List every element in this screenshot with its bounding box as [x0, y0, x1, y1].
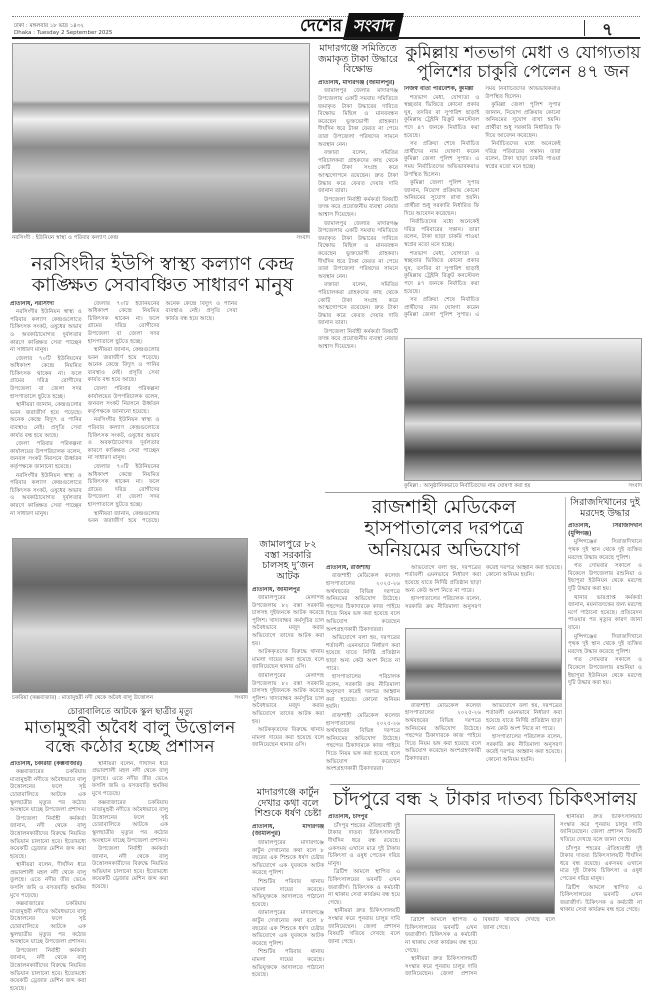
chakaria-kicker: চোরাবালিতে আটকে স্কুল ছাত্রীর মৃত্যু — [67, 707, 193, 717]
sirajdikhan-article — [568, 498, 642, 763]
chakaria-photo-block — [12, 538, 248, 706]
rajshahi-tender-article — [326, 497, 562, 779]
paragraph: শিশুটির পরিবার থানায় মামলা দায়ের করেছে। অভিযুক্তকে আদালতে পাঠানো হয়েছে। — [252, 949, 324, 979]
paragraph: শতভাগ মেধা, যোগ্যতা ও স্বচ্ছতার ভিত্তিতে কোনো প্রকার ঘুষ, তদবির বা সুপারিশ ছাড়াই কুমিল্লায় ট্রেইনি রিক্রুট কনস্টেবল পদে ৪৭ জনকে নির্বাচিত করা হয়েছে। — [404, 94, 480, 139]
jamalpur-rice-body — [252, 587, 324, 783]
paragraph: মুন্সিগঞ্জের সিরাজদিখানে পৃথক দুই স্থান থেকে দুই ব্যক্তির মরদেহ উদ্ধার করেছে পুলিশ। — [568, 633, 642, 655]
page-number: ৭ — [602, 20, 614, 40]
paragraph: রাজশাহী মেডিকেল কলেজ হাসপাতালের ২০২৫-২৬ অর্থবছরের বিভিন্ন দরপত্রে অনিয়মের অভিযোগ উঠেছে। পছন্দের ঠিকাদারকে কাজ পাইয়ে দিতে নিয়ম ভঙ্গ করা হয়েছে বলে অভিযোগ করেছেন অংশগ্রহণকারী ঠিকাদাররা। — [405, 702, 481, 762]
paragraph: জামালপুর জেলার মাদারগঞ্জ উপজেলায় একটি সমবায় সমিতিতে জমাকৃত টাকা উদ্ধারের দাবিতে বিক্ষোভ মিছিল ও মানববন্ধন করেছেন ভুক্তভোগী গ্রাহকরা। দীর্ঘদিন ধরে টাকা ফেরত না পেয়ে তারা উপজেলা পরিষদের সামনে অবস্থান নেন। — [318, 88, 398, 148]
paragraph: জামালপুরের মেলান্দহ উপজেলায় ৮২ বস্তা সরকারি চালসহ দুইজনকে আটক করেছে পুলিশ। খাদ্যবান্ধব কর্মসূচির চাল অবৈধভাবে মজুদ করার অভিযোগে তাদের আটক করা হয়। — [252, 673, 324, 725]
paragraph: স্থানীয়রা দ্রুত চিকিৎসালয়টি সংস্কার করে পুনরায় চালুর দাবি জানিয়েছেন। জেলা প্রশাসন বিষয়টি খতিয়ে দেখছে বলে জানা গেছে। — [328, 908, 400, 945]
madarganj-cartoon-body — [252, 824, 324, 996]
photo-credit: সংবাদ — [234, 695, 248, 701]
paragraph: উপজেলা নির্বাহী কর্মকর্তা জানান, নদী থেকে বালু উত্তোলনকারীদের বিরুদ্ধে নিয়মিত অভিযান চালানো হবে। ইতোমধ্যে কয়েকটি ড্রেজার মেশিন জব্দ করা হয়েছে। — [10, 815, 86, 860]
sirajdikhan-body — [568, 523, 642, 763]
rajshahi-tender-body-bottom — [405, 703, 562, 779]
paragraph: শতভাগ মেধা, যোগ্যতা ও স্বচ্ছতার ভিত্তিতে কোনো প্রকার ঘুষ, তদবির বা সুপারিশ ছাড়াই কুমিল্লায় ট্রেইনি রিক্রুট কনস্টেবল পদে ৪৭ জনকে নির্বাচিত করা হয়েছে। — [404, 250, 480, 295]
paragraph: নরসিংদীর ইউনিয়ন স্বাস্থ্য ও পরিবার কল্যাণ কেন্দ্রগুলোতে চিকিৎসক সংকট, ওষুধের অভাব ও অবকাঠামোগত দুর্বলতার কারণে কাঙ্ক্ষিত সেবা পাচ্ছেন না সাধারণ মানুষ। — [10, 309, 82, 354]
byline: প্রতিনিধি, চকরিয়া (কক্সবাজার) — [10, 760, 83, 767]
paragraph: ব্রিটিশ আমলে স্থাপিত এ চিকিৎসালয়ের ভবনটি এখন জরাজীর্ণ। চিকিৎসক ও কর্মচারী না থাকায় সেবা কার্যক্রম বন্ধ হয়ে গেছে। — [560, 884, 642, 914]
paragraph: বক্তারা বলেন, সমিতির পরিচালকরা গ্রাহকদের কাছ থেকে কোটি টাকা সংগ্রহ করে আত্মগোপনে রয়েছেন। দ্রুত টাকা উদ্ধার করে ফেরত দেয়ার দাবি জানান তারা। — [318, 150, 398, 195]
byline: প্রতিনিধি, নরসিংদী — [10, 300, 54, 307]
chandpur-clinic-body-col1 — [328, 814, 400, 994]
chandpur-clinic-columns — [328, 814, 642, 994]
top-photo-block — [12, 43, 310, 248]
comilla-police-headline: কুমিল্লায় শতভাগ মেধা ও যোগ্যতায় পুলিশের চাকুরি পেলেন ৪৭ জন — [405, 43, 641, 83]
jamalpur-rice-headline: জামালপুরে ৮২ বস্তা সরকারি চালসহ দু’জন আটক — [259, 539, 317, 582]
chandpur-clinic-middle — [405, 814, 555, 994]
paragraph: কক্সবাজারের চকরিয়ায় মাতামুহুরী নদীতে অবৈধভাবে বালু উত্তোলনের ফলে সৃষ্ট চোরাবালিতে আটকে এক স্কুলছাত্রীর মৃত্যুর পর কঠোর অবস্থানে যাচ্ছে উপজেলা প্রশাসন। — [92, 799, 168, 844]
paragraph: অভিযোগে বলা হয়, দরপত্রের শর্তাবলী এমনভাবে নির্ধারণ করা হয়েছে যাতে নির্দিষ্ট প্রতিষ্ঠান ছাড়া অন্য কেউ অংশ নিতে না পারে। — [405, 564, 481, 594]
section-logo-part2: সংবাদ — [343, 13, 404, 40]
paragraph: জেলার ৭০টি ইউনিয়নের অধিকাংশ কেন্দ্রে নিয়মিত চিকিৎসক থাকেন না। ফলে গ্রামের দরিদ্র রোগীদের উপজেলা বা জেলা সদর হাসপাতালে ছুটতে হচ্ছে। — [87, 464, 160, 508]
sirajdikhan-headline: সিরাজদিখানের দুই মরদেহ উদ্ধার — [570, 497, 640, 519]
narsingdi-health-headline: নরসিংদীর ইউপি স্বাস্থ্য কল্যাণ কেন্দ্র কাঙ্ক্ষিত সেবাবঞ্চিত সাধারণ মানুষ — [31, 253, 294, 297]
header-divider — [584, 20, 585, 36]
paragraph: নরসিংদীর ইউনিয়ন স্বাস্থ্য ও পরিবার কল্যাণ কেন্দ্রগুলোতে চিকিৎসক সংকট, ওষুধের অভাব ও অবকাঠামোগত দুর্বলতার কারণে কাঙ্ক্ষিত সেবা পাচ্ছেন না সাধারণ মানুষ। — [87, 417, 160, 462]
madarganj-deposit-article — [318, 44, 398, 482]
paragraph: কক্সবাজারের চকরিয়ায় মাতামুহুরী নদীতে অবৈধভাবে বালু উত্তোলনের ফলে সৃষ্ট চোরাবালিতে আটকে এক স্কুলছাত্রীর মৃত্যুর পর কঠোর অবস্থানে যাচ্ছে উপজেলা প্রশাসন। — [10, 769, 86, 814]
rajshahi-tender-columns — [326, 565, 562, 779]
paragraph: স্থানীয়রা দ্রুত চিকিৎসালয়টি সংস্কার করে পুনরায় চালুর দাবি জানিয়েছেন। জেলা প্রশাসন বিষয়টি খতিয়ে দেখছে বলে জানা গেছে। — [560, 814, 642, 844]
paragraph: হাসপাতালের পরিচালক বলেন, সরকারি ক্রয় নীতিমালা অনুসরণ করেই দরপত্র আহ্বান করা হয়েছে। কোনো অনিয়ম হয়নি। — [486, 734, 562, 763]
chandpur-clinic-article — [328, 789, 642, 994]
byline: প্রতিনিধি, জামালপুর — [252, 586, 300, 593]
caption-text: নরসিংদী : ইউনিয়ন স্বাস্থ্য ও পরিবার কল্যাণ কেন্দ্র — [12, 235, 119, 241]
paragraph: রাজশাহী মেডিকেল কলেজ হাসপাতালের ২০২৫-২৬ অর্থবছরের বিভিন্ন দরপত্রে অনিয়মের অভিযোগ উঠেছে। পছন্দের ঠিকাদারকে কাজ পাইয়ে দিতে নিয়ম ভঙ্গ করা হয়েছে বলে অভিযোগ করেছেন অংশগ্রহণকারী ঠিকাদাররা। — [326, 713, 400, 773]
madarganj-deposit-body — [318, 80, 398, 482]
chandpur-clinic-body-col3 — [560, 814, 642, 994]
rajshahi-tender-headline: রাজশাহী মেডিকেল হাসপাতালের দরপত্রে অনিয়মের অভিযোগ — [364, 496, 524, 561]
paragraph: জামালপুরের মাদারগঞ্জে কার্টুন দেখানোর কথা বলে ৮ বছরের এক শিশুকে ধর্ষণ চেষ্টার অভিযোগে এক যুবককে আটক করেছে পুলিশ। — [252, 910, 324, 947]
paragraph: রাজশাহী মেডিকেল কলেজ হাসপাতালের ২০২৫-২৬ অর্থবছরের বিভিন্ন দরপত্রে অনিয়মের অভিযোগ উঠেছে। পছন্দের ঠিকাদারকে কাজ পাইয়ে দিতে নিয়ম ভঙ্গ করা হয়েছে বলে অভিযোগ করেছেন অংশগ্রহণকারী ঠিকাদাররা। — [326, 573, 400, 633]
rajshahi-tender-body-col1 — [326, 565, 400, 779]
byline: নিজস্ব বার্তা পরিবেশক, কুমিল্লা — [404, 86, 474, 93]
byline: প্রতিনিধি, সিরাজদিখান (মুন্সিগঞ্জ) — [568, 523, 642, 537]
byline: প্রতিনিধি, চাঁদপুর — [328, 814, 368, 821]
paragraph: চাঁদপুর শহরের ঐতিহ্যবাহী দুই টাকার দাতব্য চিকিৎসালয়টি দীর্ঘদিন ধরে বন্ধ রয়েছে। একসময় এখানে মাত্র দুই টাকায় চিকিৎসা ও ওষুধ পেতেন দরিদ্র মানুষ। — [560, 845, 642, 883]
paragraph: গত সোমবার সকালে ও বিকেলে উপজেলার রশুনিয়া ও ইছাপুরা ইউনিয়ন থেকে মরদেহ দুটি উদ্ধার করা হয়। — [568, 563, 642, 592]
byline: প্রতিনিধি, মাদারগঞ্জ (জামালপুর) — [252, 823, 324, 838]
paragraph: স্থানীয়রা বলেন, দীর্ঘদিন ধরে প্রভাবশালী মহল নদী থেকে বালু তুলছে। এতে নদীর তীর ভেঙে ফসলি জমি ও বসতবাড়ি হুমকির মুখে পড়েছে। — [10, 862, 86, 899]
paragraph: আটককৃতদের বিরুদ্ধে থানায় মামলা দায়ের করা হয়েছে বলে জানিয়েছেন থানার ওসি। — [252, 727, 324, 749]
paragraph: উপজেলা নির্বাহী কর্মকর্তা জানান, নদী থেকে বালু উত্তোলনকারীদের বিরুদ্ধে নিয়মিত অভিযান চালানো হবে। ইতোমধ্যে কয়েকটি ড্রেজার মেশিন জব্দ করা হয়েছে। — [92, 846, 168, 891]
paragraph: স্থানীয়রা বলেন, দীর্ঘদিন ধরে প্রভাবশালী মহল নদী থেকে বালু তুলছে। এতে নদীর তীর ভেঙে ফসলি জমি ও বসতবাড়ি হুমকির মুখে পড়েছে। — [92, 760, 168, 797]
paragraph: থানার ভারপ্রাপ্ত কর্মকর্তা জানান, ময়নাতদন্তের জন্য মরদেহ মর্গে পাঠানো হয়েছে। প্রতিবেদন পাওয়ার পর মৃত্যুর কারণ জানা যাবে। — [568, 594, 642, 631]
byline: প্রতিনিধি, মাদারগঞ্জ (জামালপুর) — [318, 79, 395, 86]
paragraph: জামালপুরের মেলান্দহ উপজেলায় ৮২ বস্তা সরকারি চালসহ দুইজনকে আটক করেছে পুলিশ। খাদ্যবান্ধব কর্মসূচির চাল অবৈধভাবে মজুদ করার অভিযোগে তাদের আটক করা হয়। — [252, 595, 324, 647]
paragraph: উপজেলা নির্বাহী কর্মকর্তা বিষয়টি তদন্ত করে প্রয়োজনীয় ব্যবস্থা নেয়ার আশ্বাস দিয়েছেন। — [318, 328, 398, 351]
chandpur-clinic-body-col2 — [405, 917, 555, 994]
comilla-photo-caption — [404, 483, 642, 490]
paragraph: সব প্রক্রিয়া শেষে নির্বাচিত প্রার্থীদের নাম ঘোষণা করেন কুমিল্লা জেলা পুলিশ সুপার। এ সময় নির্বাচিতদের অভিভাবকরাও উপস্থিত ছিলেন। — [404, 141, 480, 178]
chandpur-clinic-photo — [405, 814, 555, 914]
health-center-photo — [12, 43, 310, 233]
paragraph: আটককৃতদের বিরুদ্ধে থানায় মামলা দায়ের করা হয়েছে বলে জানিয়েছেন থানার ওসি। — [252, 649, 324, 671]
paragraph: নির্বাচিতদের মধ্যে অনেকেই দরিদ্র পরিবারের সন্তান। তারা বলেন, টাকা ছাড়া চাকরি পাওয়া স্বপ্নের মতো মনে হচ্ছে। — [485, 141, 561, 170]
chandpur-clinic-headline: চাঁদপুরে বন্ধ ২ টাকার দাতব্য চিকিৎসালয় — [333, 788, 637, 810]
comilla-police-article — [404, 44, 642, 490]
date-bengali: ঢাকা : মঙ্গলবার ১৮ ভাদ্র ১৪৩২ — [14, 23, 84, 29]
narsingdi-health-article — [10, 254, 315, 530]
rajshahi-tender-right — [405, 565, 562, 779]
paragraph: কক্সবাজারের চকরিয়ায় মাতামুহুরী নদীতে অবৈধভাবে বালু উত্তোলনের ফলে সৃষ্ট চোরাবালিতে আটকে এক স্কুলছাত্রীর মৃত্যুর পর কঠোর অবস্থানে যাচ্ছে উপজেলা প্রশাসন। — [10, 901, 86, 946]
paragraph: হাসপাতালের পরিচালক বলেন, সরকারি ক্রয় নীতিমালা অনুসরণ করেই দরপত্র আহ্বান করা হয়েছে। কোনো অনিয়ম হয়নি। — [405, 564, 562, 610]
madarganj-cartoon-headline: মাদারগঞ্জে কার্টুন দেখার কথা বলে শিশুকে ধর্ষণ চেষ্টা — [254, 787, 322, 820]
comilla-police-body — [404, 86, 642, 335]
paragraph: গত সোমবার সকালে ও বিকেলে উপজেলার রশুনিয়া ও ইছাপুরা ইউনিয়ন থেকে মরদেহ দুটি উদ্ধার করা হয়। — [568, 657, 642, 687]
paragraph: স্থানীয়রা জানান, কেন্দ্রগুলোর ভবন জরাজীর্ণ হয়ে পড়েছে। অনেক কেন্দ্রে বিদ্যুৎ ও পানির ব্যবস্থাও নেই। প্রসূতি সেবা কার্যত বন্ধ হয়ে আছে। — [87, 347, 160, 384]
chakaria-photo-caption — [12, 695, 248, 702]
section-logo-part1: দেশের — [300, 15, 343, 36]
top-photo-caption — [12, 235, 310, 242]
section-divider — [325, 492, 640, 493]
paragraph: ব্রিটিশ আমলে স্থাপিত এ চিকিৎসালয়ের ভবনটি এখন জরাজীর্ণ। চিকিৎসক ও কর্মচারী না থাকায় সেবা কার্যক্রম বন্ধ হয়ে গেছে। — [405, 917, 477, 954]
paragraph: চাঁদপুর শহরের ঐতিহ্যবাহী দুই টাকার দাতব্য চিকিৎসালয়টি দীর্ঘদিন ধরে বন্ধ রয়েছে। একসময় এখানে মাত্র দুই টাকায় চিকিৎসা ও ওষুধ পেতেন দরিদ্র মানুষ। — [328, 822, 400, 867]
madarganj-cartoon-article — [252, 788, 324, 996]
paragraph: জামালপুরের মাদারগঞ্জে কার্টুন দেখানোর কথা বলে ৮ বছরের এক শিশুকে ধর্ষণ চেষ্টার অভিযোগে এক যুবককে আটক করেছে পুলিশ। — [252, 840, 324, 877]
dateline — [14, 23, 112, 37]
caption-text: চকরিয়া (কক্সবাজার) : মাতামুহুরী নদী থেকে অবৈধ বালু উত্তোলন — [12, 695, 153, 701]
section-divider — [330, 784, 640, 785]
paragraph: মুন্সিগঞ্জের সিরাজদিখানে পৃথক দুই স্থান থেকে দুই ব্যক্তির মরদেহ উদ্ধার করেছে পুলিশ। — [568, 539, 642, 561]
paragraph: হাসপাতালের পরিচালক বলেন, সরকারি ক্রয় নীতিমালা অনুসরণ করেই দরপত্র আহ্বান করা হয়েছে। কোনো অনিয়ম হয়নি। — [326, 674, 400, 711]
paragraph: নির্বাচিতদের মধ্যে অনেকেই দরিদ্র পরিবারের সন্তান। তারা বলেন, টাকা ছাড়া চাকরি পাওয়া স্বপ্নের মতো মনে হচ্ছে। — [404, 219, 480, 248]
paragraph: অভিযোগে বলা হয়, দরপত্রের শর্তাবলী এমনভাবে নির্ধারণ করা হয়েছে যাতে নির্দিষ্ট প্রতিষ্ঠান ছাড়া অন্য কেউ অংশ নিতে না পারে। — [486, 702, 562, 732]
paragraph: উপজেলা নির্বাহী কর্মকর্তা বিষয়টি তদন্ত করে প্রয়োজনীয় ব্যবস্থা নেয়ার আশ্বাস দিয়েছেন। — [318, 196, 398, 218]
photo-credit: সংবাদ — [628, 483, 642, 489]
jamalpur-rice-article — [252, 540, 324, 782]
rajshahi-tender-body-top — [405, 565, 562, 625]
paragraph: জেলার ৭০টি ইউনিয়নের অধিকাংশ কেন্দ্রে নিয়মিত চিকিৎসক থাকেন না। ফলে গ্রামের দরিদ্র রোগীদের উপজেলা বা জেলা সদর হাসপাতালে ছুটতে হচ্ছে। — [10, 355, 82, 400]
paragraph: স্থানীয়রা দ্রুত চিকিৎসালয়টি সংস্কার করে পুনরায় চালুর দাবি জানিয়েছেন। জেলা প্রশাসন বিষয়টি খতিয়ে দেখছে বলে জানা গেছে। — [405, 917, 555, 978]
comilla-recruits-photo — [404, 338, 642, 481]
paragraph: বক্তারা বলেন, সমিতির পরিচালকরা গ্রাহকদের কাছ থেকে কোটি টাকা সংগ্রহ করে আত্মগোপনে রয়েছেন। দ্রুত টাকা উদ্ধার করে ফেরত দেয়ার দাবি জানান তারা। — [318, 282, 398, 327]
header-bottom-rule — [12, 37, 640, 39]
chakaria-sand-article — [10, 708, 250, 998]
paragraph: উপজেলা নির্বাহী কর্মকর্তা জানান, নদী থেকে বালু উত্তোলনকারীদের বিরুদ্ধে নিয়মিত অভিযান চালানো হবে। ইতোমধ্যে কয়েকটি ড্রেজার মেশিন জব্দ করা হয়েছে। — [10, 947, 86, 992]
chakaria-sand-headline: মাতামুহুরী অবৈধ বালু উত্তোলন বন্ধে কঠোর হচ্ছে প্রশাসন — [24, 717, 236, 757]
paragraph: কুমিল্লা জেলা পুলিশ সুপার জানান, নিয়োগ প্রক্রিয়ায় কোনো অনিয়মের সুযোগ রাখা হয়নি। প্রার্থীরা শুধু সরকারি নির্ধারিত ফি দিয়ে আবেদন করেছেন। — [404, 180, 480, 217]
paragraph: জেলা পরিবার পরিকল্পনা কার্যালয়ের উপপরিচালক বলেন, জনবল সংকট নিরসনে ঊর্ধ্বতন কর্তৃপক্ষকে জানানো হয়েছে। — [87, 386, 160, 415]
paragraph: স্থানীয়রা জানান, কেন্দ্রগুলোর ভবন জরাজীর্ণ হয়ে পড়েছে। অনেক কেন্দ্রে বিদ্যুৎ ও পানির ব্যবস্থাও নেই। প্রসূতি সেবা কার্যত বন্ধ হয়ে আছে। — [10, 402, 82, 439]
caption-text: কুমিল্লা : আনুষ্ঠানিকভাবে নির্বাচিতদের নাম ঘোষণা করা হয় — [404, 483, 531, 489]
section-logo — [300, 16, 402, 37]
date-english: Dhaka : Tuesday 2 September 2025 — [14, 30, 113, 36]
paragraph: ব্রিটিশ আমলে স্থাপিত এ চিকিৎসালয়ের ভবনটি এখন জরাজীর্ণ। চিকিৎসক ও কর্মচারী না থাকায় সেবা কার্যক্রম বন্ধ হয়ে গেছে। — [328, 869, 400, 906]
narsingdi-health-body — [10, 301, 315, 530]
paragraph: নরসিংদীর ইউনিয়ন স্বাস্থ্য ও পরিবার কল্যাণ কেন্দ্রগুলোতে চিকিৎসক সংকট, ওষুধের অভাব ও অবকাঠামোগত দুর্বলতার কারণে কাঙ্ক্ষিত সেবা পাচ্ছেন না সাধারণ মানুষ। — [10, 472, 82, 517]
paragraph: জামালপুর জেলার মাদারগঞ্জ উপজেলায় একটি সমবায় সমিতিতে জমাকৃত টাকা উদ্ধারের দাবিতে বিক্ষোভ মিছিল ও মানববন্ধন করেছেন ভুক্তভোগী গ্রাহকরা। দীর্ঘদিন ধরে টাকা ফেরত না পেয়ে তারা উপজেলা পরিষদের সামনে অবস্থান নেন। — [318, 220, 398, 280]
matamuhuri-river-photo — [12, 538, 248, 693]
photo-credit: সংবাদ — [296, 235, 310, 241]
paragraph: সব প্রক্রিয়া শেষে নির্বাচিত প্রার্থীদের নাম ঘোষণা করেন কুমিল্লা জেলা পুলিশ সুপার। এ সময় নির্বাচিতদের অভিভাবকরাও উপস্থিত ছিলেন। — [404, 86, 561, 319]
chakaria-sand-body — [10, 761, 250, 998]
paragraph: জেলার ৭০টি ইউনিয়নের অধিকাংশ কেন্দ্রে নিয়মিত চিকিৎসক থাকেন না। ফলে গ্রামের দরিদ্র রোগীদের উপজেলা বা জেলা সদর হাসপাতালে ছুটতে হচ্ছে। — [87, 300, 160, 345]
paragraph: অভিযোগে বলা হয়, দরপত্রের শর্তাবলী এমনভাবে নির্ধারণ করা হয়েছে যাতে নির্দিষ্ট প্রতিষ্ঠান ছাড়া অন্য কেউ অংশ নিতে না পারে। — [326, 635, 400, 672]
paragraph: শিশুটির পরিবার থানায় মামলা দায়ের করেছে। অভিযুক্তকে আদালতে পাঠানো হয়েছে। — [252, 879, 324, 908]
byline: প্রতিনিধি, রাজশাহী — [326, 564, 371, 571]
paragraph: জেলা পরিবার পরিকল্পনা কার্যালয়ের উপপরিচালক বলেন, জনবল সংকট নিরসনে ঊর্ধ্বতন কর্তৃপক্ষকে জানানো হয়েছে। — [10, 441, 82, 470]
paragraph: স্থানীয়রা জানান, কেন্দ্রগুলোর ভবন জরাজীর্ণ হয়ে পড়েছে। অনেক কেন্দ্রে বিদ্যুৎ ও পানির ব্যবস্থাও নেই। প্রসূতি সেবা কার্যত বন্ধ হয়ে আছে। — [87, 300, 238, 525]
paragraph: কুমিল্লা জেলা পুলিশ সুপার জানান, নিয়োগ প্রক্রিয়ায় কোনো অনিয়মের সুযোগ রাখা হয়নি। প্রার্থীরা শুধু সরকারি নির্ধারিত ফি দিয়ে আবেদন করেছেন। — [485, 102, 561, 139]
column-divider — [565, 497, 566, 762]
madarganj-deposit-headline: মাদারগঞ্জে সমিতিতে জমাকৃত টাকা উদ্ধারে বিক্ষোভ — [318, 43, 398, 76]
rajshahi-hospital-photo — [405, 628, 562, 700]
